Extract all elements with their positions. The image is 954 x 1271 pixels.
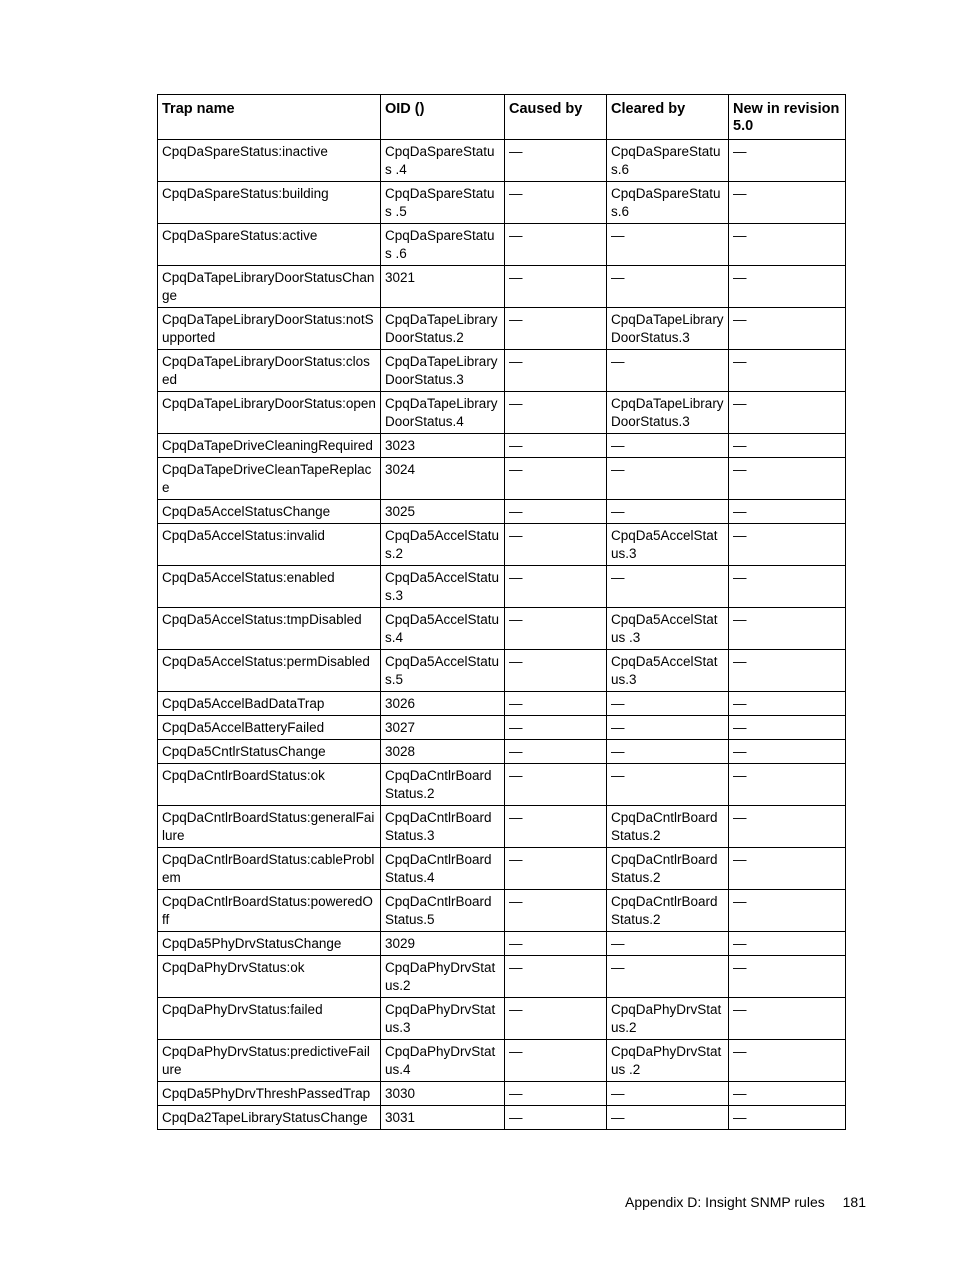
cell-oid: CpqDa5AccelStatus.3 [381,566,505,608]
cell-trap-name: CpqDa5AccelStatus:enabled [158,566,381,608]
cell-trap-name: CpqDaSpareStatus:active [158,224,381,266]
cell-cleared-by: CpqDaSpareStatus.6 [607,140,729,182]
table-row [158,998,846,1040]
table-row [158,1082,846,1106]
cell-oid: 3027 [381,716,505,740]
cell-caused-by: — [505,1106,607,1130]
header-caused-by: Caused by [505,95,607,140]
cell-new-in-revision: — [729,956,846,998]
cell-caused-by: — [505,266,607,308]
cell-oid: 3024 [381,458,505,500]
cell-trap-name: CpqDaTapeDriveCleaningRequired [158,434,381,458]
cell-new-in-revision: — [729,1106,846,1130]
table-row [158,392,846,434]
table-row [158,434,846,458]
trap-table [157,94,846,1130]
header-trap-name: Trap name [158,95,381,140]
cell-cleared-by: CpqDaPhyDrvStatus.2 [607,998,729,1040]
cell-cleared-by: CpqDaCntlrBoardStatus.2 [607,806,729,848]
table-row [158,890,846,932]
cell-trap-name: CpqDaSpareStatus:inactive [158,140,381,182]
cell-cleared-by: — [607,500,729,524]
table-row [158,458,846,500]
cell-oid: CpqDaCntlrBoardStatus.3 [381,806,505,848]
cell-trap-name: CpqDa5AccelStatus:tmpDisabled [158,608,381,650]
header-oid: OID () [381,95,505,140]
table-row [158,500,846,524]
cell-trap-name: CpqDaCntlrBoardStatus:ok [158,764,381,806]
cell-new-in-revision: — [729,308,846,350]
cell-caused-by: — [505,998,607,1040]
cell-cleared-by: — [607,716,729,740]
cell-caused-by: — [505,500,607,524]
cell-cleared-by: — [607,434,729,458]
page-footer [625,1194,866,1210]
cell-oid: CpqDaSpareStatus .5 [381,182,505,224]
cell-oid: CpqDaPhyDrvStatus.3 [381,998,505,1040]
cell-trap-name: CpqDa5AccelBatteryFailed [158,716,381,740]
table-body [158,140,846,1130]
table-row [158,608,846,650]
cell-trap-name: CpqDaTapeLibraryDoorStatus:notSupported [158,308,381,350]
cell-caused-by: — [505,650,607,692]
cell-trap-name: CpqDaTapeDriveCleanTapeReplace [158,458,381,500]
cell-caused-by: — [505,1040,607,1082]
cell-caused-by: — [505,182,607,224]
cell-cleared-by: CpqDaTapeLibraryDoorStatus.3 [607,308,729,350]
cell-cleared-by: CpqDaCntlrBoardStatus.2 [607,848,729,890]
cell-trap-name: CpqDaTapeLibraryDoorStatus:open [158,392,381,434]
cell-oid: 3021 [381,266,505,308]
cell-trap-name: CpqDa5AccelStatusChange [158,500,381,524]
cell-new-in-revision: — [729,566,846,608]
cell-cleared-by: — [607,956,729,998]
cell-oid: CpqDaCntlrBoardStatus.2 [381,764,505,806]
cell-trap-name: CpqDa5CntlrStatusChange [158,740,381,764]
cell-cleared-by: — [607,740,729,764]
cell-new-in-revision: — [729,524,846,566]
table-row [158,140,846,182]
cell-oid: CpqDaPhyDrvStatus.2 [381,956,505,998]
cell-oid: 3029 [381,932,505,956]
cell-new-in-revision: — [729,350,846,392]
cell-new-in-revision: — [729,806,846,848]
cell-oid: 3028 [381,740,505,764]
cell-trap-name: CpqDaSpareStatus:building [158,182,381,224]
cell-cleared-by: — [607,1106,729,1130]
cell-caused-by: — [505,608,607,650]
cell-cleared-by: — [607,692,729,716]
cell-new-in-revision: — [729,848,846,890]
cell-caused-by: — [505,458,607,500]
page-number: 181 [842,1194,866,1210]
cell-trap-name: CpqDaPhyDrvStatus:ok [158,956,381,998]
cell-caused-by: — [505,566,607,608]
cell-caused-by: — [505,740,607,764]
cell-caused-by: — [505,848,607,890]
cell-oid: CpqDaCntlrBoardStatus.5 [381,890,505,932]
cell-new-in-revision: — [729,266,846,308]
cell-trap-name: CpqDaPhyDrvStatus:failed [158,998,381,1040]
cell-cleared-by: CpqDa5AccelStatus .3 [607,608,729,650]
cell-oid: CpqDaTapeLibraryDoorStatus.2 [381,308,505,350]
cell-new-in-revision: — [729,140,846,182]
table-row [158,932,846,956]
cell-caused-by: — [505,434,607,458]
cell-new-in-revision: — [729,764,846,806]
cell-new-in-revision: — [729,740,846,764]
cell-cleared-by: CpqDa5AccelStatus.3 [607,650,729,692]
cell-cleared-by: — [607,350,729,392]
cell-new-in-revision: — [729,716,846,740]
cell-trap-name: CpqDaTapeLibraryDoorStatus:closed [158,350,381,392]
cell-trap-name: CpqDaPhyDrvStatus:predictiveFailure [158,1040,381,1082]
cell-caused-by: — [505,890,607,932]
cell-new-in-revision: — [729,1082,846,1106]
cell-caused-by: — [505,1082,607,1106]
cell-new-in-revision: — [729,182,846,224]
cell-oid: 3023 [381,434,505,458]
table-row [158,350,846,392]
table-row [158,566,846,608]
cell-oid: CpqDaTapeLibraryDoorStatus.3 [381,350,505,392]
table-row [158,524,846,566]
table-row [158,308,846,350]
table-row [158,1106,846,1130]
cell-cleared-by: — [607,458,729,500]
cell-new-in-revision: — [729,224,846,266]
table-row [158,650,846,692]
cell-oid: 3030 [381,1082,505,1106]
table-row [158,224,846,266]
cell-cleared-by: — [607,266,729,308]
cell-cleared-by: — [607,932,729,956]
cell-cleared-by: — [607,566,729,608]
cell-caused-by: — [505,140,607,182]
cell-oid: CpqDaTapeLibraryDoorStatus.4 [381,392,505,434]
table-row [158,740,846,764]
cell-trap-name: CpqDa5PhyDrvThreshPassedTrap [158,1082,381,1106]
cell-new-in-revision: — [729,998,846,1040]
cell-new-in-revision: — [729,692,846,716]
cell-cleared-by: — [607,224,729,266]
cell-caused-by: — [505,716,607,740]
cell-caused-by: — [505,524,607,566]
cell-caused-by: — [505,764,607,806]
cell-oid: CpqDaPhyDrvStatus.4 [381,1040,505,1082]
table-row [158,764,846,806]
cell-caused-by: — [505,956,607,998]
cell-trap-name: CpqDaTapeLibraryDoorStatusChange [158,266,381,308]
cell-oid: CpqDa5AccelStatus.2 [381,524,505,566]
cell-oid: 3025 [381,500,505,524]
table-row [158,716,846,740]
cell-new-in-revision: — [729,932,846,956]
cell-new-in-revision: — [729,392,846,434]
cell-caused-by: — [505,692,607,716]
table-row [158,182,846,224]
cell-new-in-revision: — [729,608,846,650]
cell-trap-name: CpqDa5AccelStatus:permDisabled [158,650,381,692]
cell-new-in-revision: — [729,1040,846,1082]
cell-new-in-revision: — [729,650,846,692]
cell-caused-by: — [505,806,607,848]
cell-caused-by: — [505,224,607,266]
table-row [158,806,846,848]
cell-oid: CpqDaCntlrBoardStatus.4 [381,848,505,890]
cell-cleared-by: CpqDa5AccelStatus.3 [607,524,729,566]
cell-trap-name: CpqDaCntlrBoardStatus:poweredOff [158,890,381,932]
cell-caused-by: — [505,350,607,392]
cell-oid: CpqDaSpareStatus .6 [381,224,505,266]
cell-trap-name: CpqDa5AccelBadDataTrap [158,692,381,716]
cell-trap-name: CpqDaCntlrBoardStatus:cableProblem [158,848,381,890]
cell-trap-name: CpqDaCntlrBoardStatus:generalFailure [158,806,381,848]
header-cleared-by: Cleared by [607,95,729,140]
footer-section-title: Appendix D: Insight SNMP rules [625,1194,825,1210]
cell-cleared-by: CpqDaCntlrBoardStatus.2 [607,890,729,932]
table-row [158,956,846,998]
table-row [158,692,846,716]
cell-caused-by: — [505,308,607,350]
table-row [158,1040,846,1082]
cell-trap-name: CpqDa5AccelStatus:invalid [158,524,381,566]
cell-oid: CpqDaSpareStatus .4 [381,140,505,182]
cell-cleared-by: CpqDaSpareStatus.6 [607,182,729,224]
header-new-in-revision: New in revision 5.0 [729,95,846,140]
cell-new-in-revision: — [729,434,846,458]
cell-oid: 3031 [381,1106,505,1130]
cell-caused-by: — [505,932,607,956]
cell-trap-name: CpqDa2TapeLibraryStatusChange [158,1106,381,1130]
table-row [158,266,846,308]
cell-trap-name: CpqDa5PhyDrvStatusChange [158,932,381,956]
cell-oid: 3026 [381,692,505,716]
cell-new-in-revision: — [729,890,846,932]
cell-oid: CpqDa5AccelStatus.5 [381,650,505,692]
cell-cleared-by: — [607,764,729,806]
table-header-row [158,95,846,140]
cell-cleared-by: — [607,1082,729,1106]
cell-oid: CpqDa5AccelStatus.4 [381,608,505,650]
cell-caused-by: — [505,392,607,434]
cell-cleared-by: CpqDaPhyDrvStatus .2 [607,1040,729,1082]
table-row [158,848,846,890]
cell-new-in-revision: — [729,458,846,500]
cell-new-in-revision: — [729,500,846,524]
cell-cleared-by: CpqDaTapeLibraryDoorStatus.3 [607,392,729,434]
